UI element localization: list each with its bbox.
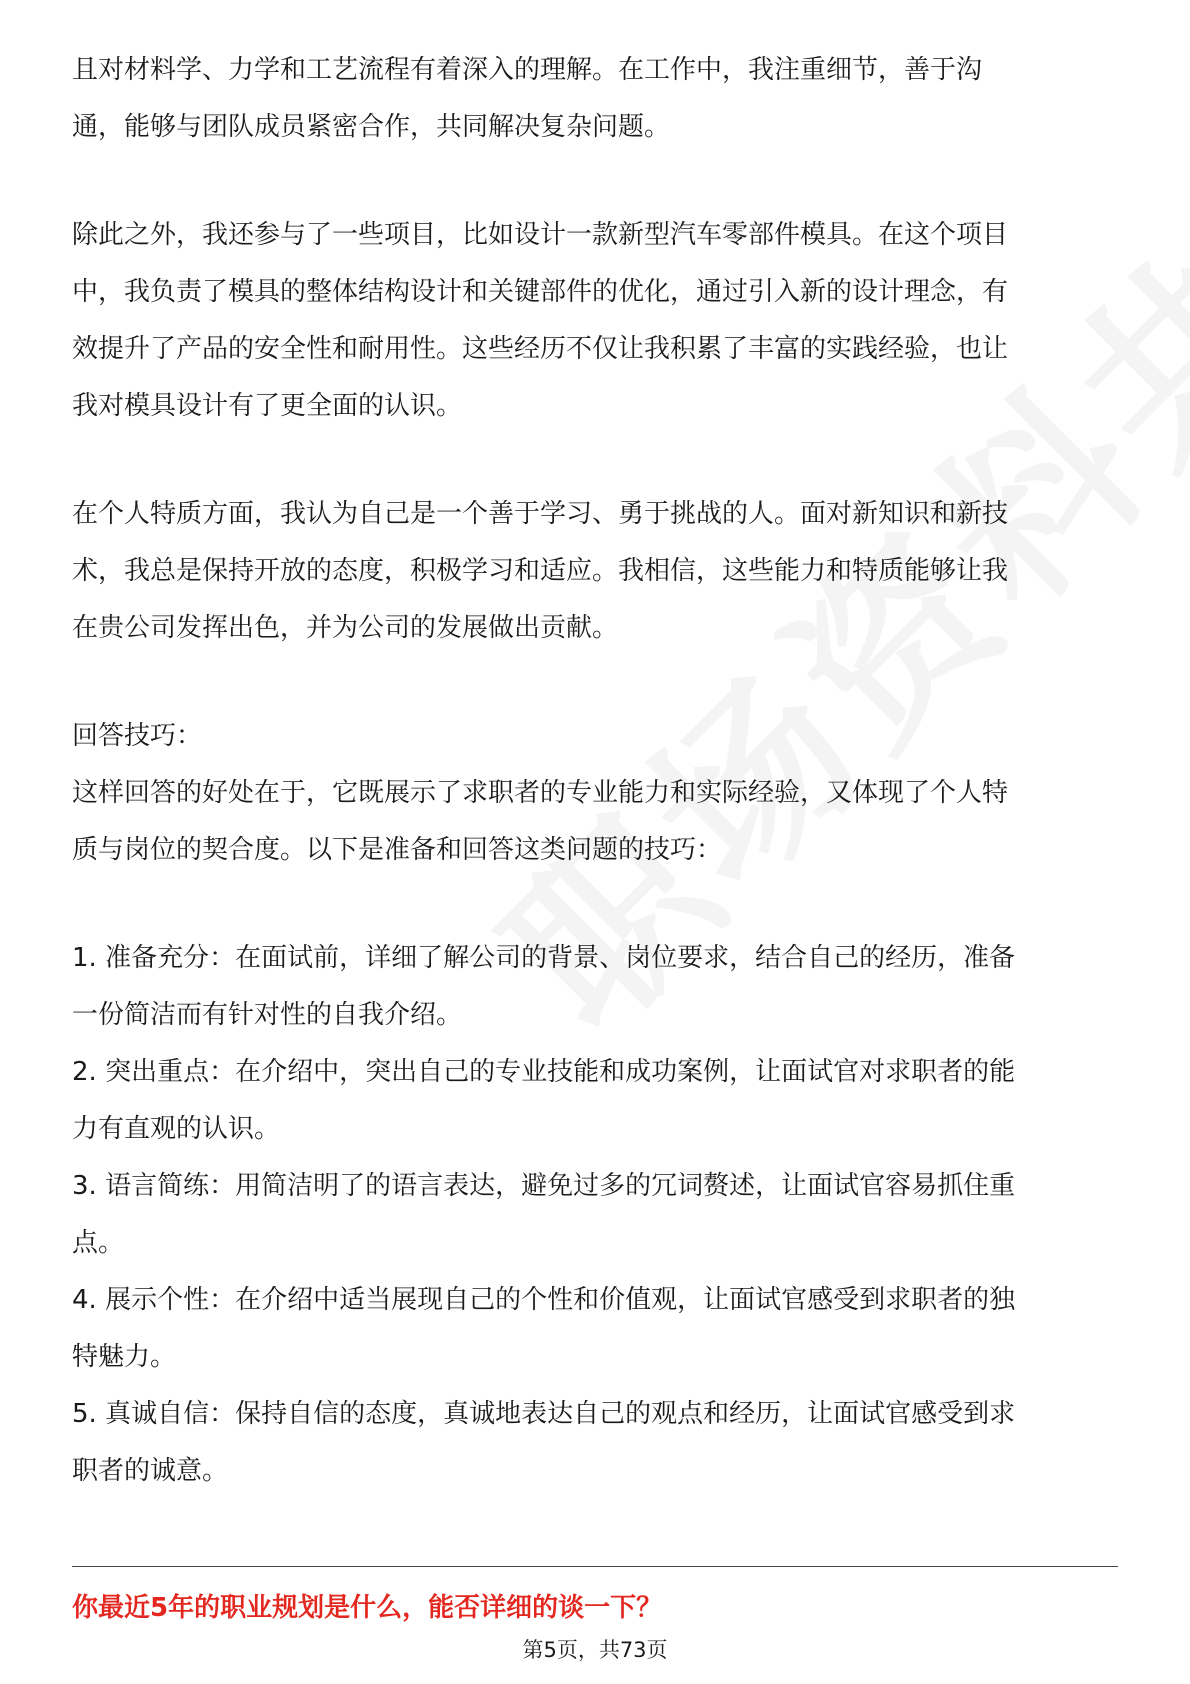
list-item-cont: 力有直观的认识。 [72, 1114, 281, 1144]
text-line: 术，我总是保持开放的态度，积极学习和适应。我相信，这些能力和特质能够让我 [72, 556, 1009, 586]
text-line: 在贵公司发挥出色，并为公司的发展做出贡献。 [72, 613, 619, 643]
text-line: 我对模具设计有了更全面的认识。 [72, 391, 463, 421]
text-line: 这样回答的好处在于，它既展示了求职者的专业能力和实际经验，又体现了个人特 [72, 778, 1009, 808]
paragraph-tips-intro [72, 708, 1122, 879]
page-footer: 第5页，共73页 [522, 1638, 668, 1662]
list-item-cont: 特魅力。 [72, 1342, 177, 1372]
list-item: 5. 真诚自信：保持自信的态度，真诚地表达自己的观点和经历，让面试官感受到求 [72, 1399, 1016, 1429]
text-line: 效提升了产品的安全性和耐用性。这些经历不仅让我积累了丰富的实践经验，也让 [72, 334, 1009, 364]
text-line: 且对材料学、力学和工艺流程有着深入的理解。在工作中，我注重细节，善于沟 [72, 55, 983, 85]
list-item: 4. 展示个性：在介绍中适当展现自己的个性和价值观，让面试官感受到求职者的独 [72, 1285, 1016, 1315]
list-item-cont: 点。 [72, 1228, 125, 1258]
next-question-heading: 你最近5年的职业规划是什么，能否详细的谈一下？ [72, 1593, 663, 1623]
section-heading: 回答技巧： [72, 721, 203, 751]
tips-list [72, 930, 1122, 1500]
list-item-cont: 一份简洁而有针对性的自我介绍。 [72, 1000, 463, 1030]
divider [72, 1566, 1118, 1567]
list-item: 1. 准备充分：在面试前，详细了解公司的背景、岗位要求，结合自己的经历，准备 [72, 943, 1016, 973]
list-item-cont: 职者的诚意。 [72, 1456, 229, 1486]
paragraph-intro [72, 42, 1122, 156]
text-line: 中，我负责了模具的整体结构设计和关键部件的优化，通过引入新的设计理念，有 [72, 277, 1009, 307]
list-item: 2. 突出重点：在介绍中，突出自己的专业技能和成功案例，让面试官对求职者的能 [72, 1057, 1016, 1087]
text-line: 质与岗位的契合度。以下是准备和回答这类问题的技巧： [72, 835, 723, 865]
paragraph-traits [72, 486, 1122, 657]
text-line: 通，能够与团队成员紧密合作，共同解决复杂问题。 [72, 112, 671, 142]
paragraph-project [72, 207, 1122, 435]
list-item: 3. 语言简练：用简洁明了的语言表达，避免过多的冗词赘述，让面试官容易抓住重 [72, 1171, 1016, 1201]
text-line: 在个人特质方面，我认为自己是一个善于学习、勇于挑战的人。面对新知识和新技 [72, 499, 1009, 529]
document-body [72, 42, 1122, 1500]
text-line: 除此之外，我还参与了一些项目，比如设计一款新型汽车零部件模具。在这个项目 [72, 220, 1009, 250]
